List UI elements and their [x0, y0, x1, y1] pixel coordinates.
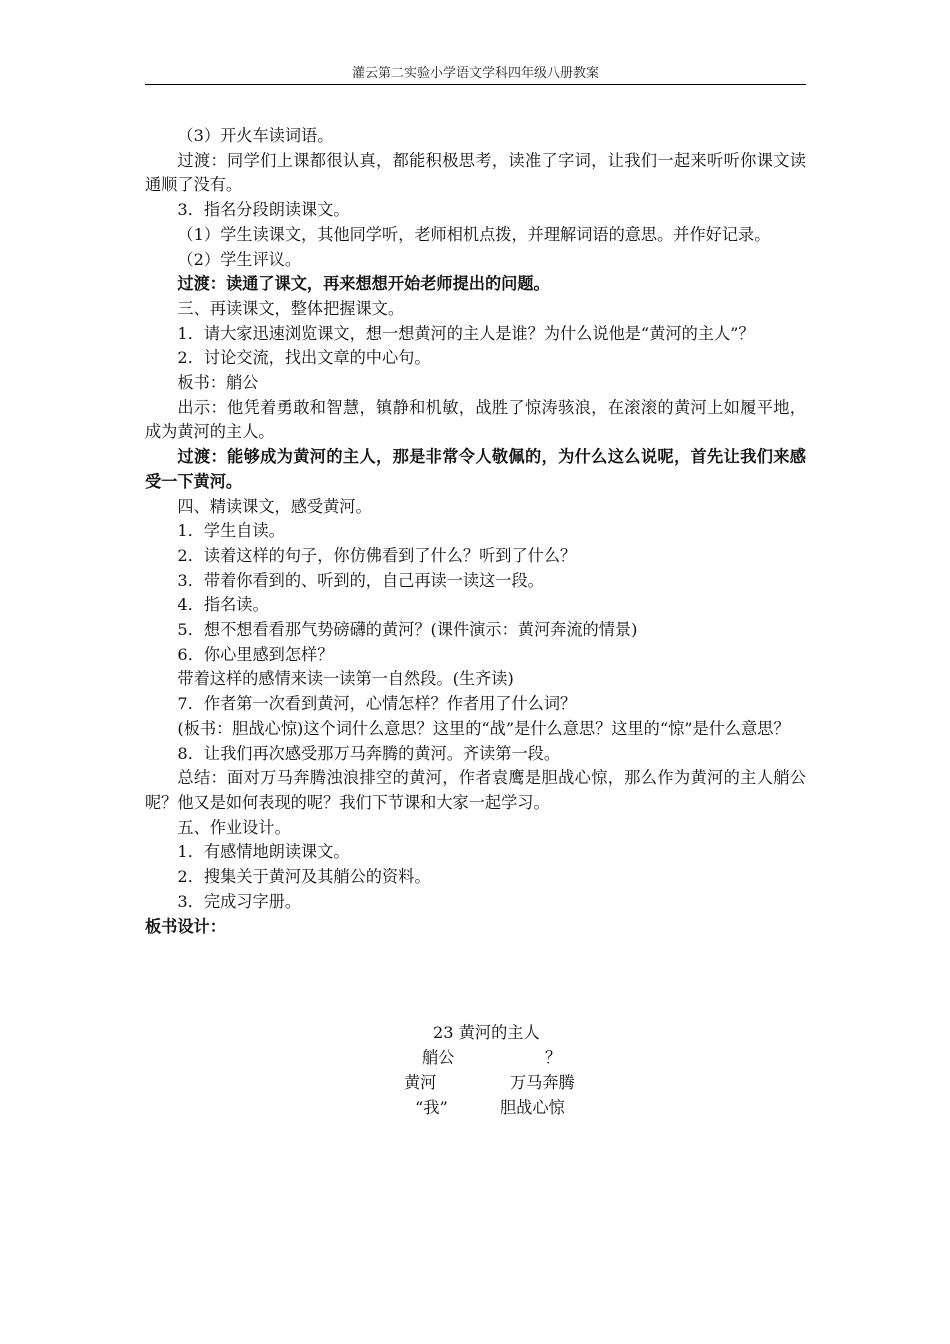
header-divider [145, 84, 806, 85]
lesson-paragraph: 板书设计： [145, 916, 226, 936]
lesson-paragraph: 出示：他凭着勇敢和智慧，镇静和机敏，战胜了惊涛骇浪，在滚滚的黄河上如履平地，成为黄河的主人。 [145, 397, 806, 442]
page-header: 灌云第二实验小学语文学科四年级八册教案 [351, 66, 599, 81]
lesson-paragraph: 5．想不想看看那气势磅礴的黄河？(课件演示：黄河奔流的情景) [177, 620, 638, 640]
lesson-paragraph: 2．讨论交流，找出文章的中心句。 [177, 348, 431, 368]
lesson-paragraph: 3．带着你看到的、听到的，自己再读一读这一段。 [177, 570, 544, 590]
lesson-paragraph: 7．作者第一次看到黄河，心情怎样？作者用了什么词？ [177, 694, 577, 714]
lesson-paragraph: 1．学生自读。 [177, 521, 285, 541]
lesson-paragraph: (板书：胆战心惊)这个词什么意思？这里的“战”是什么意思？这里的“惊”是什么意思？ [177, 718, 790, 738]
lesson-paragraph: （2）学生评议。 [177, 249, 302, 269]
lesson-paragraph: 2．读着这样的句子，你仿佛看到了什么？听到了什么？ [177, 545, 577, 565]
board-row2-right: 万马奔腾 [510, 1073, 575, 1092]
lesson-paragraph: 3．完成习字册。 [177, 891, 302, 911]
lesson-body [145, 124, 806, 939]
lesson-paragraph: （1）学生读课文，其他同学听，老师相机点拨，并理解词语的意思。并作好记录。 [177, 224, 771, 244]
board-row1-right: ？ [545, 1048, 562, 1067]
board-row2-left: 黄河 [404, 1073, 437, 1092]
lesson-paragraph: （3）开火车读词语。 [177, 126, 334, 145]
lesson-paragraph: 四、精读课文，感受黄河。 [177, 496, 372, 516]
lesson-paragraph: 4．指名读。 [177, 595, 269, 615]
lesson-paragraph: 8．让我们再次感受那万马奔腾的黄河。齐读第一段。 [177, 743, 561, 763]
lesson-paragraph: 过渡：读通了课文，再来想想开始老师提出的问题。 [177, 274, 550, 294]
lesson-paragraph: 1．请大家迅速浏览课文，想一想黄河的主人是谁？为什么说他是“黄河的主人”？ [177, 323, 755, 343]
board-row3-left: “我” [415, 1098, 448, 1117]
lesson-paragraph: 过渡：同学们上课都很认真，都能积极思考，读准了字词，让我们一起来听听你课文读通顺了没有。 [145, 150, 806, 195]
lesson-paragraph: 三、再读课文，整体把握课文。 [177, 298, 405, 318]
board-title: 23 黄河的主人 [433, 1023, 540, 1042]
lesson-paragraph: 2．搜集关于黄河及其艄公的资料。 [177, 867, 431, 887]
lesson-paragraph: 6．你心里感到怎样？ [177, 644, 334, 664]
lesson-paragraph: 五、作业设计。 [177, 817, 291, 837]
lesson-paragraph: 3．指名分段朗读课文。 [177, 200, 350, 220]
lesson-paragraph: 过渡：能够成为黄河的主人，那是非常令人敬佩的，为什么这么说呢，首先让我们来感受一下黄河。 [145, 447, 806, 491]
lesson-paragraph: 带着这样的感情来读一读第一自然段。(生齐读) [177, 669, 514, 689]
lesson-paragraph: 1．有感情地朗读课文。 [177, 842, 350, 862]
lesson-paragraph: 总结：面对万马奔腾浊浪排空的黄河，作者袁鹰是胆战心惊，那么作为黄河的主人艄公呢？他又是如何表现的呢？我们下节课和大家一起学习。 [145, 768, 806, 812]
board-row1-left: 艄公 [422, 1048, 455, 1067]
lesson-paragraph: 板书：艄公 [177, 373, 259, 393]
board-row3-right: 胆战心惊 [500, 1098, 565, 1117]
